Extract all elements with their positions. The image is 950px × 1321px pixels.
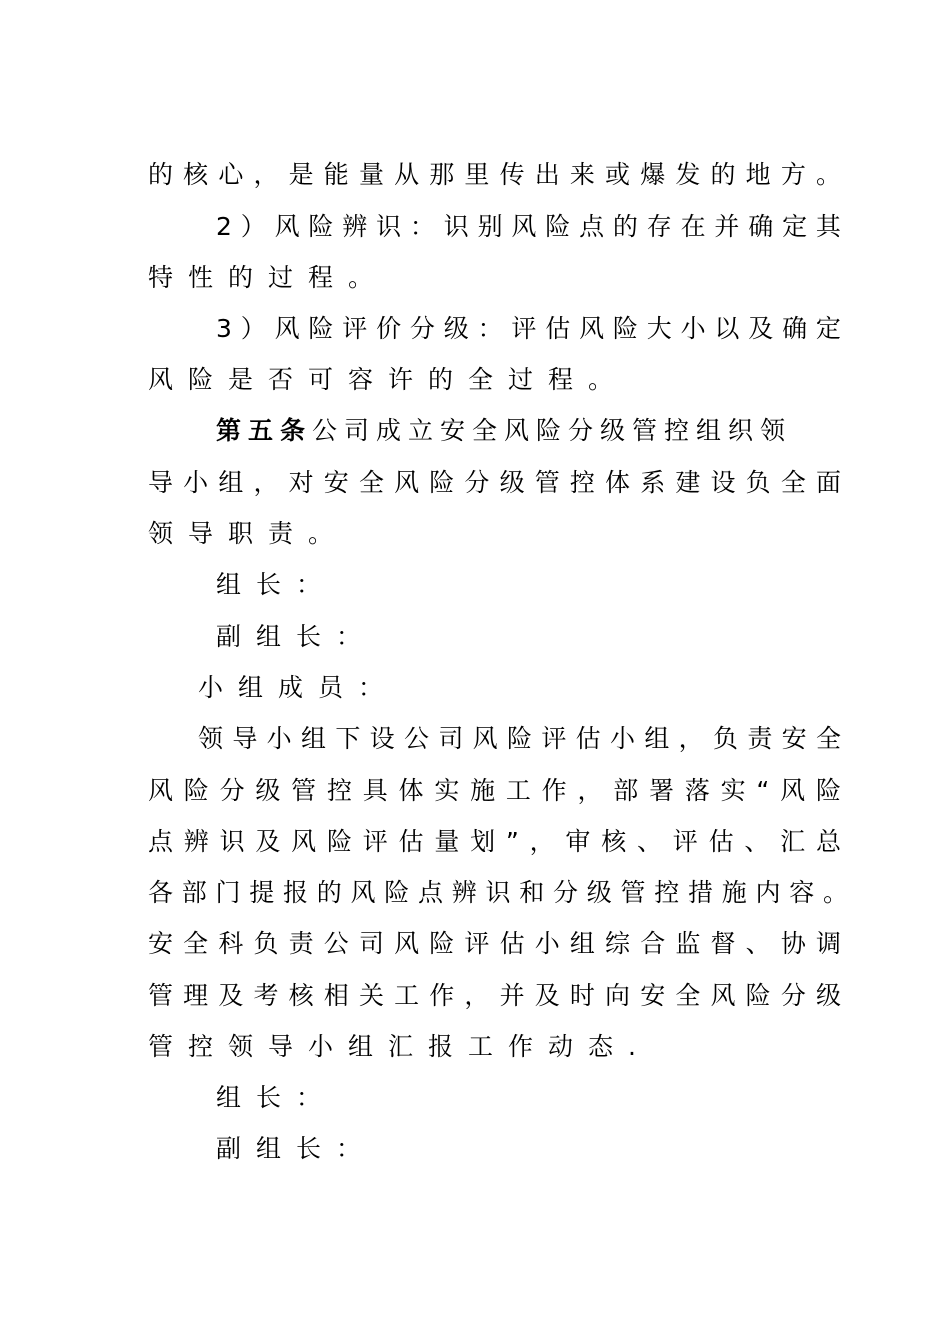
text-line-3: 特性的过程。 — [148, 263, 389, 292]
article-5-line — [216, 413, 792, 449]
group-members-line: 小组成员： — [198, 673, 399, 702]
text-line-15: 各部门提报的风险点辨识和分级管控措施内容。 — [148, 878, 857, 907]
deputy-leader-line: 副组长： — [216, 622, 377, 651]
text-line-14: 点辨识及风险评估量划”，审核、评估、汇总 — [148, 827, 852, 856]
text-line-8: 领导职责。 — [148, 519, 349, 548]
group-leader-line: 组长： — [216, 570, 337, 599]
text-line-17: 管理及考核相关工作，并及时向安全风险分级 — [148, 981, 852, 1010]
text-line-13: 风险分级管控具体实施工作，部署落实“风险 — [148, 776, 852, 805]
article-label: 第五条 — [216, 416, 313, 445]
text-line-16: 安全科负责公司风险评估小组综合监督、协调 — [148, 929, 852, 958]
text-line-18: 管控领导小组汇报工作动态. — [148, 1032, 651, 1061]
text-line-4: 3）风险评价分级：评估风险大小以及确定 — [216, 314, 850, 343]
text-line-5: 风险是否可容许的全过程。 — [148, 365, 629, 394]
text-line-7: 导小组，对安全风险分级管控体系建设负全面 — [148, 468, 852, 497]
text-line-12: 领导小组下设公司风险评估小组，负责安全 — [198, 724, 851, 753]
text-line-1: 的核心，是能量从那里传出来或爆发的地方。 — [148, 160, 852, 189]
text-line-2: 2）风险辨识：识别风险点的存在并确定其 — [216, 212, 850, 241]
group-leader-line-2: 组长： — [216, 1083, 337, 1112]
deputy-leader-line-2: 副组长： — [216, 1134, 377, 1163]
article-text: 公司成立安全风险分级管控组织领 — [312, 416, 793, 445]
